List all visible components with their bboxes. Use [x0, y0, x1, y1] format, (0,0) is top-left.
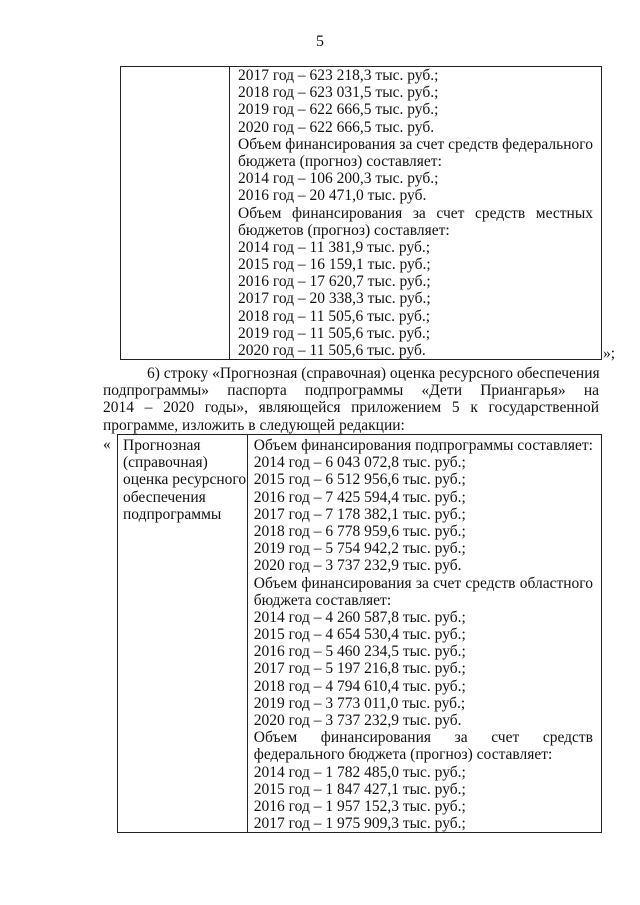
t2-line: 2014 год – 6 043 072,8 тыс. руб.; [253, 454, 466, 472]
paragraph-line: 2014 – 2020 годы», являющейся приложением 5 к государственной [103, 399, 599, 417]
t1-line: Объем финансирования за счет средств местных [238, 204, 593, 222]
t2-line: Объем финансирования подпрограммы составляет: [253, 437, 593, 454]
t1-line: 2017 год – 20 338,3 тыс. руб.; [238, 290, 431, 308]
t1-line: бюджетов (прогноз) составляет: [238, 221, 450, 239]
t2-line: 2016 год – 1 957 152,3 тыс. руб.; [253, 797, 466, 815]
resource-estimate-table [117, 434, 602, 833]
t2-line: Объем финансирования за счет средств областного [253, 574, 593, 592]
t1-line: 2014 год – 106 200,3 тыс. руб.; [238, 170, 439, 188]
t2-line: 2016 год – 7 425 594,4 тыс. руб.; [253, 488, 466, 506]
t2-line: 2020 год – 3 737 232,9 тыс. руб. [253, 712, 462, 729]
t2-line: 2018 год – 6 778 959,6 тыс. руб.; [253, 522, 466, 540]
t1-line: Объем финансирования за счет средств федерального [238, 135, 593, 153]
t2-line: 2016 год – 5 460 234,5 тыс. руб.; [253, 643, 466, 661]
t1-line: 2015 год – 16 159,1 тыс. руб.; [238, 256, 431, 274]
t2-line: 2017 год – 5 197 216,8 тыс. руб.; [253, 660, 466, 678]
t2-line: 2018 год – 4 794 610,4 тыс. руб.; [253, 677, 466, 695]
financing-table-continuation [120, 66, 602, 360]
t2-line: 2015 год – 6 512 956,6 тыс. руб.; [253, 471, 466, 489]
t1-line: 2016 год – 17 620,7 тыс. руб.; [238, 273, 431, 291]
t1-line: 2020 год – 11 505,6 тыс. руб. [238, 342, 426, 359]
t2-line: 2014 год – 4 260 587,8 тыс. руб.; [253, 608, 466, 626]
t2-left-line: обеспечения [123, 488, 206, 506]
paragraph-line: подпрограммы» паспорта подпрограммы «Дети Приангарья» на [103, 382, 599, 400]
t2-line: 2017 год – 1 975 909,3 тыс. руб.; [253, 815, 466, 833]
t1-line: бюджета (прогноз) составляет: [238, 152, 442, 170]
t2-left-line: подпрограммы [123, 505, 222, 523]
t2-left-line: (справочная) [123, 454, 208, 472]
t2-line: 2020 год – 3 737 232,9 тыс. руб. [253, 557, 462, 575]
table2-left-cell [118, 435, 248, 833]
t2-left-line: Прогнозная [123, 437, 201, 454]
t1-line: 2016 год – 20 471,0 тыс. руб. [238, 187, 427, 205]
t1-line: 2019 год – 11 505,6 тыс. руб.; [238, 324, 431, 342]
t1-line: 2018 год – 623 031,5 тыс. руб.; [238, 84, 439, 102]
t2-line: 2019 год – 3 773 011,0 тыс. руб.; [253, 694, 466, 712]
t2-line: 2017 год – 7 178 382,1 тыс. руб.; [253, 505, 466, 523]
table1-left-cell [121, 67, 230, 360]
closing-quote: »; [603, 345, 616, 362]
t2-line: федерального бюджета (прогноз) составляет: [253, 746, 553, 764]
t1-line: 2014 год – 11 381,9 тыс. руб.; [238, 238, 431, 256]
t1-line: 2018 год – 11 505,6 тыс. руб.; [238, 307, 431, 325]
t2-line: бюджета составляет: [253, 591, 392, 609]
paragraph-line: программе, изложить в следующей редакции: [103, 416, 405, 434]
t2-line: Объем финансирования за счет средств [253, 729, 593, 747]
table1-right-cell [230, 67, 602, 360]
t2-line: 2015 год – 1 847 427,1 тыс. руб.; [253, 780, 466, 798]
t1-line: 2017 год – 623 218,3 тыс. руб.; [238, 67, 439, 84]
t2-line: 2019 год – 5 754 942,2 тыс. руб.; [253, 540, 466, 558]
table2-right-cell [247, 435, 601, 833]
t2-left-line: оценка ресурсного [123, 471, 247, 489]
page-number: 5 [316, 33, 324, 50]
opening-quote: « [103, 436, 111, 453]
t2-line: 2014 год – 1 782 485,0 тыс. руб.; [253, 763, 466, 781]
t1-line: 2020 год – 622 666,5 тыс. руб. [238, 118, 435, 136]
t2-line: 2015 год – 4 654 530,4 тыс. руб.; [253, 626, 466, 644]
paragraph-line: 6) строку «Прогнозная (справочная) оценка ресурсного обеспечения [147, 365, 600, 382]
instruction-paragraph [103, 365, 599, 434]
t1-line: 2019 год – 622 666,5 тыс. руб.; [238, 101, 439, 119]
